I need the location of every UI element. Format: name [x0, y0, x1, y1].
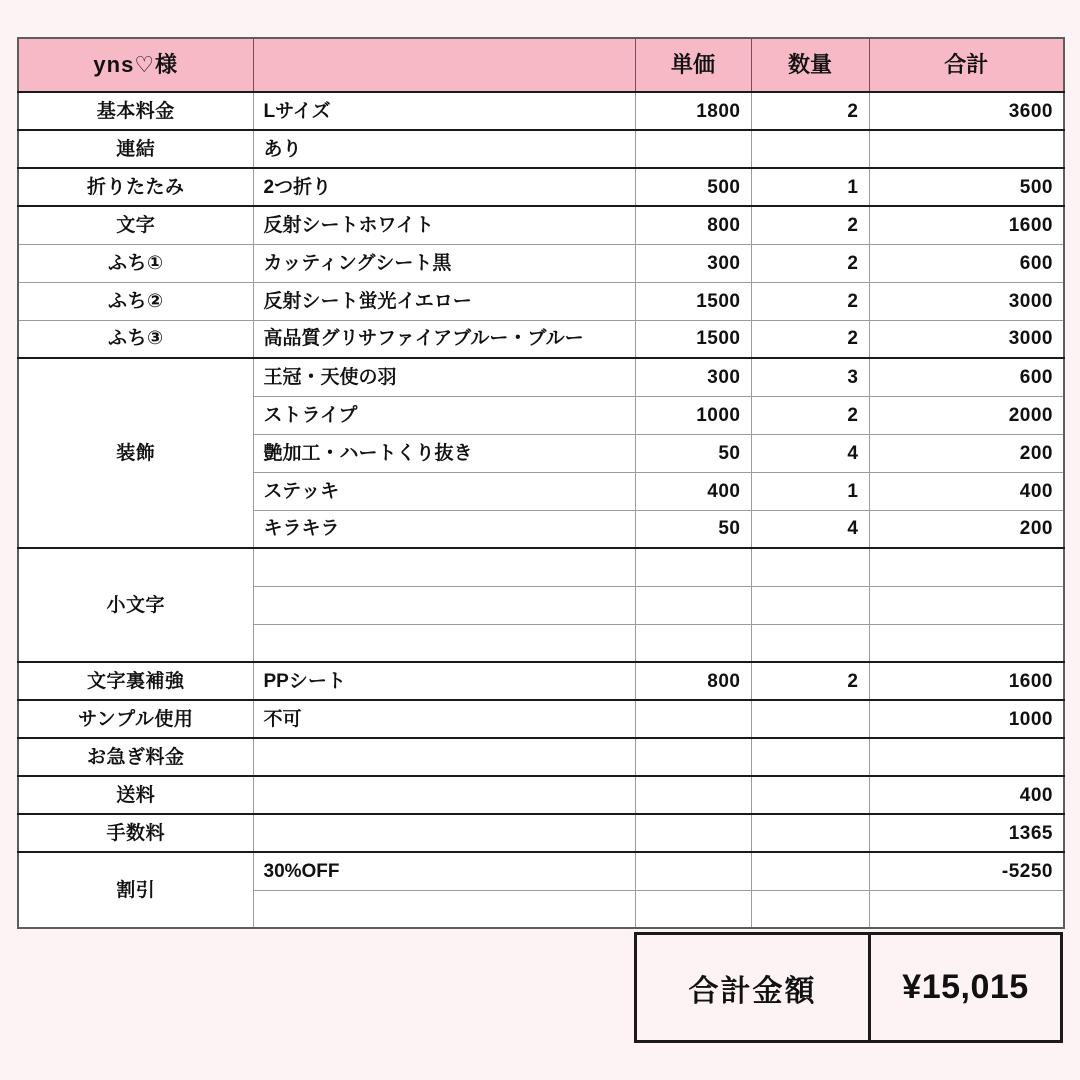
row-label: サンプル使用	[18, 700, 253, 738]
row-total: 3000	[869, 320, 1064, 358]
grand-total-box	[634, 932, 1063, 1043]
header-quantity: 数量	[751, 38, 869, 92]
table-row	[18, 320, 1064, 358]
table-row	[18, 206, 1064, 244]
row-label: 文字	[18, 206, 253, 244]
row-total	[869, 890, 1064, 928]
row-description: カッティングシート黒	[253, 244, 635, 282]
row-quantity	[751, 814, 869, 852]
row-unit-price	[635, 738, 751, 776]
row-description: 反射シートホワイト	[253, 206, 635, 244]
row-unit-price	[635, 776, 751, 814]
table-row	[18, 130, 1064, 168]
row-unit-price: 800	[635, 662, 751, 700]
row-total	[869, 130, 1064, 168]
table-row	[18, 358, 1064, 396]
row-quantity: 2	[751, 662, 869, 700]
row-label: 小文字	[18, 548, 253, 662]
row-description: 王冠・天使の羽	[253, 358, 635, 396]
header-unit-price: 単価	[635, 38, 751, 92]
table-row	[18, 814, 1064, 852]
row-total: 200	[869, 510, 1064, 548]
row-total: -5250	[869, 852, 1064, 890]
row-unit-price: 1000	[635, 396, 751, 434]
row-total: 3000	[869, 282, 1064, 320]
row-description	[253, 548, 635, 586]
row-label: 折りたたみ	[18, 168, 253, 206]
table-row	[18, 776, 1064, 814]
row-description: 不可	[253, 700, 635, 738]
row-quantity	[751, 738, 869, 776]
row-quantity	[751, 890, 869, 928]
table-row	[18, 738, 1064, 776]
table-header	[18, 38, 1064, 92]
row-total: 600	[869, 244, 1064, 282]
row-label: 文字裏補強	[18, 662, 253, 700]
row-total: 2000	[869, 396, 1064, 434]
row-total: 500	[869, 168, 1064, 206]
table-row	[18, 244, 1064, 282]
row-description: 30%OFF	[253, 852, 635, 890]
row-total	[869, 586, 1064, 624]
row-unit-price: 50	[635, 510, 751, 548]
row-quantity	[751, 548, 869, 586]
row-unit-price: 400	[635, 472, 751, 510]
row-quantity: 2	[751, 396, 869, 434]
row-description: Lサイズ	[253, 92, 635, 130]
row-description	[253, 586, 635, 624]
row-quantity: 2	[751, 92, 869, 130]
row-unit-price: 1500	[635, 282, 751, 320]
row-label: 基本料金	[18, 92, 253, 130]
customer-name: yns♡様	[18, 38, 253, 92]
row-description	[253, 814, 635, 852]
row-description	[253, 890, 635, 928]
row-unit-price: 50	[635, 434, 751, 472]
row-description: キラキラ	[253, 510, 635, 548]
row-description: ストライプ	[253, 396, 635, 434]
row-quantity: 2	[751, 206, 869, 244]
row-quantity: 1	[751, 168, 869, 206]
row-total: 1000	[869, 700, 1064, 738]
row-quantity: 4	[751, 434, 869, 472]
row-quantity	[751, 852, 869, 890]
row-total: 1365	[869, 814, 1064, 852]
row-label: ふち①	[18, 244, 253, 282]
row-total: 400	[869, 776, 1064, 814]
row-quantity	[751, 776, 869, 814]
row-description	[253, 776, 635, 814]
table-row	[18, 852, 1064, 890]
table-row	[18, 662, 1064, 700]
row-description: 高品質グリサファイアブルー・ブルー	[253, 320, 635, 358]
table-row	[18, 282, 1064, 320]
row-unit-price	[635, 548, 751, 586]
row-description: あり	[253, 130, 635, 168]
row-quantity	[751, 586, 869, 624]
row-unit-price: 1800	[635, 92, 751, 130]
table-body	[18, 92, 1064, 928]
row-quantity: 1	[751, 472, 869, 510]
row-unit-price	[635, 624, 751, 662]
row-unit-price	[635, 700, 751, 738]
row-label: 装飾	[18, 358, 253, 548]
row-unit-price	[635, 852, 751, 890]
row-label: ふち②	[18, 282, 253, 320]
row-label: 割引	[18, 852, 253, 928]
row-unit-price: 500	[635, 168, 751, 206]
quote-table	[17, 37, 1065, 929]
row-label: 手数料	[18, 814, 253, 852]
row-unit-price	[635, 814, 751, 852]
table-row	[18, 700, 1064, 738]
row-total	[869, 738, 1064, 776]
row-label: ふち③	[18, 320, 253, 358]
row-unit-price: 300	[635, 244, 751, 282]
row-label: お急ぎ料金	[18, 738, 253, 776]
row-unit-price: 1500	[635, 320, 751, 358]
table-row	[18, 168, 1064, 206]
row-description	[253, 738, 635, 776]
row-description: 反射シート蛍光イエロー	[253, 282, 635, 320]
row-quantity	[751, 624, 869, 662]
row-description: ステッキ	[253, 472, 635, 510]
row-quantity: 2	[751, 244, 869, 282]
row-total: 400	[869, 472, 1064, 510]
row-quantity: 2	[751, 282, 869, 320]
row-unit-price	[635, 890, 751, 928]
row-label: 連結	[18, 130, 253, 168]
row-quantity: 3	[751, 358, 869, 396]
row-description: 2つ折り	[253, 168, 635, 206]
row-unit-price: 800	[635, 206, 751, 244]
grand-total-label: 合計金額	[637, 935, 871, 1040]
row-unit-price	[635, 130, 751, 168]
header-row	[18, 38, 1064, 92]
table-row	[18, 548, 1064, 586]
header-description-blank	[253, 38, 635, 92]
row-total: 200	[869, 434, 1064, 472]
row-description	[253, 624, 635, 662]
row-quantity	[751, 700, 869, 738]
row-quantity: 4	[751, 510, 869, 548]
row-total	[869, 548, 1064, 586]
row-unit-price: 300	[635, 358, 751, 396]
row-label: 送料	[18, 776, 253, 814]
table-row	[18, 92, 1064, 130]
row-quantity	[751, 130, 869, 168]
grand-total-amount: ¥15,015	[902, 968, 1029, 1006]
row-total	[869, 624, 1064, 662]
row-unit-price	[635, 586, 751, 624]
row-total: 3600	[869, 92, 1064, 130]
row-total: 1600	[869, 206, 1064, 244]
row-description: PPシート	[253, 662, 635, 700]
header-total: 合計	[869, 38, 1064, 92]
row-total: 1600	[869, 662, 1064, 700]
row-total: 600	[869, 358, 1064, 396]
row-description: 艶加工・ハートくり抜き	[253, 434, 635, 472]
row-quantity: 2	[751, 320, 869, 358]
